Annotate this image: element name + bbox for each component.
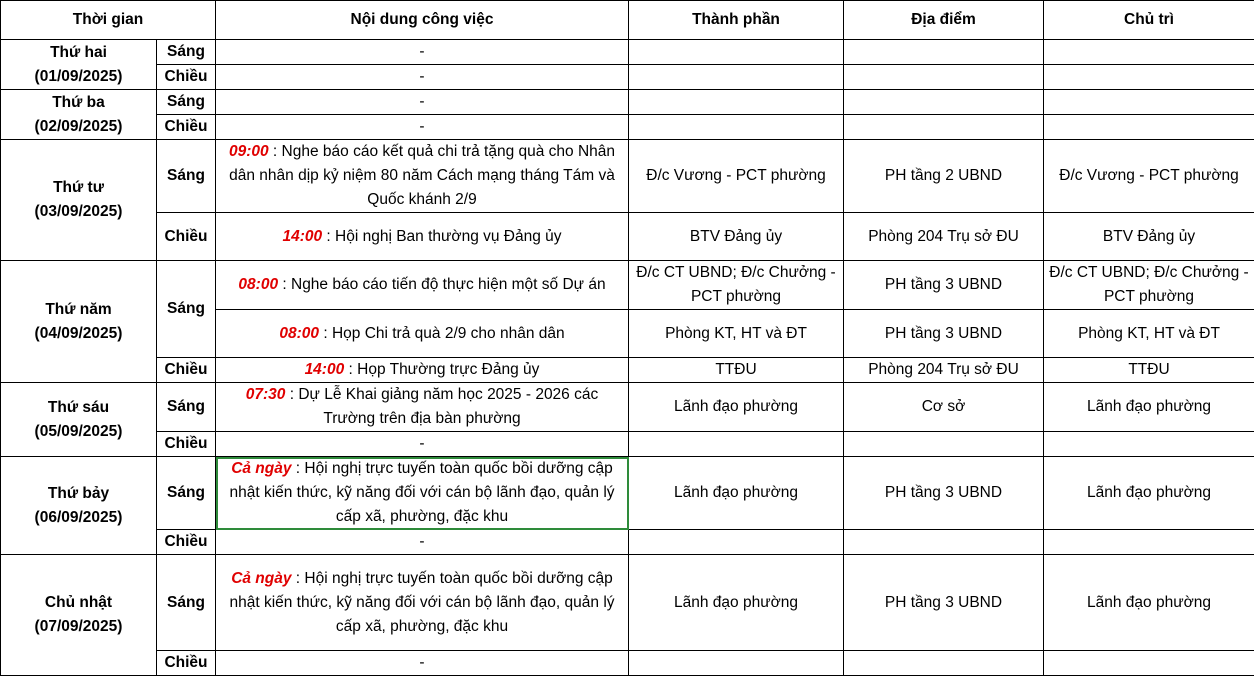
day-date: (01/09/2025) bbox=[5, 65, 152, 89]
participants-cell[interactable] bbox=[629, 651, 844, 676]
content-text: : Nghe báo cáo kết quả chi trả tặng quà cho Nhân dân nhân dịp kỷ niệm 80 năm Cách mạng tháng Tám và Quốc khánh 2/9 bbox=[229, 143, 615, 208]
header-participants[interactable]: Thành phần bbox=[629, 1, 844, 40]
location-cell[interactable]: Phòng 204 Trụ sở ĐU bbox=[844, 213, 1044, 261]
content-text: - bbox=[419, 68, 424, 85]
content-text: - bbox=[419, 93, 424, 110]
content-text: - bbox=[419, 533, 424, 550]
location-cell[interactable] bbox=[844, 40, 1044, 65]
day-date: (07/09/2025) bbox=[5, 615, 152, 639]
content-cell[interactable] bbox=[216, 383, 629, 432]
content-cell[interactable] bbox=[216, 555, 629, 651]
day-name: Chủ nhật bbox=[5, 591, 152, 615]
content-cell[interactable] bbox=[216, 530, 629, 555]
session-cell[interactable]: Chiều bbox=[157, 530, 216, 555]
content-cell[interactable] bbox=[216, 358, 629, 383]
content-cell[interactable] bbox=[216, 261, 629, 310]
content-text: - bbox=[419, 118, 424, 135]
chair-cell[interactable]: TTĐU bbox=[1044, 358, 1254, 383]
time-label: Cả ngày bbox=[231, 570, 291, 587]
location-cell[interactable] bbox=[844, 90, 1044, 115]
session-cell[interactable]: Chiều bbox=[157, 213, 216, 261]
day-name: Thứ ba bbox=[5, 91, 152, 115]
location-cell[interactable] bbox=[844, 115, 1044, 140]
content-text: - bbox=[419, 654, 424, 671]
schedule-row bbox=[1, 40, 1254, 65]
day-cell[interactable] bbox=[1, 383, 157, 457]
location-cell[interactable] bbox=[844, 65, 1044, 90]
content-cell[interactable] bbox=[216, 90, 629, 115]
day-date: (04/09/2025) bbox=[5, 322, 152, 346]
location-cell[interactable]: Cơ sở bbox=[844, 383, 1044, 432]
chair-cell[interactable]: BTV Đảng ủy bbox=[1044, 213, 1254, 261]
participants-cell[interactable] bbox=[629, 432, 844, 457]
time-label: 09:00 bbox=[229, 143, 269, 160]
schedule-row bbox=[1, 555, 1254, 651]
content-cell[interactable] bbox=[216, 213, 629, 261]
content-text: - bbox=[419, 43, 424, 60]
content-text: : Họp Chi trả quà 2/9 cho nhân dân bbox=[319, 325, 565, 342]
chair-cell[interactable] bbox=[1044, 65, 1254, 90]
session-cell[interactable]: Sáng bbox=[157, 457, 216, 530]
session-cell[interactable]: Sáng bbox=[157, 40, 216, 65]
content-text: : Hội nghị trực tuyến toàn quốc bồi dưỡng cập nhật kiến thức, kỹ năng đối với cán bộ lãnh đạo, quản lý cấp xã, phường, đặc khu bbox=[229, 570, 614, 635]
schedule-body bbox=[1, 40, 1254, 676]
participants-cell[interactable]: Phòng KT, HT và ĐT bbox=[629, 310, 844, 358]
chair-cell[interactable]: Đ/c CT UBND; Đ/c Chưởng - PCT phường bbox=[1044, 261, 1254, 310]
location-cell[interactable] bbox=[844, 432, 1044, 457]
participants-cell[interactable]: Đ/c CT UBND; Đ/c Chưởng - PCT phường bbox=[629, 261, 844, 310]
day-cell[interactable] bbox=[1, 457, 157, 555]
content-cell[interactable] bbox=[216, 457, 629, 530]
schedule-row bbox=[1, 530, 1254, 555]
day-name: Thứ hai bbox=[5, 41, 152, 65]
schedule-row bbox=[1, 383, 1254, 432]
content-text: : Họp Thường trực Đảng ủy bbox=[344, 361, 539, 378]
chair-cell[interactable]: Lãnh đạo phường bbox=[1044, 457, 1254, 530]
time-label: 07:30 bbox=[246, 386, 286, 403]
day-date: (05/09/2025) bbox=[5, 420, 152, 444]
chair-cell[interactable] bbox=[1044, 651, 1254, 676]
location-cell[interactable] bbox=[844, 530, 1044, 555]
session-cell[interactable]: Sáng bbox=[157, 140, 216, 213]
content-cell[interactable] bbox=[216, 310, 629, 358]
participants-cell[interactable] bbox=[629, 65, 844, 90]
participants-cell[interactable]: Lãnh đạo phường bbox=[629, 457, 844, 530]
day-cell[interactable] bbox=[1, 40, 157, 90]
schedule-row bbox=[1, 65, 1254, 90]
day-name: Thứ bảy bbox=[5, 482, 152, 506]
day-cell[interactable] bbox=[1, 555, 157, 676]
chair-cell[interactable] bbox=[1044, 90, 1254, 115]
time-label: 08:00 bbox=[238, 276, 278, 293]
content-text: - bbox=[419, 435, 424, 452]
day-cell[interactable] bbox=[1, 90, 157, 140]
session-cell[interactable]: Sáng bbox=[157, 383, 216, 432]
chair-cell[interactable]: Đ/c Vương - PCT phường bbox=[1044, 140, 1254, 213]
chair-cell[interactable] bbox=[1044, 530, 1254, 555]
session-cell[interactable]: Sáng bbox=[157, 261, 216, 358]
day-name: Thứ năm bbox=[5, 298, 152, 322]
location-cell[interactable] bbox=[844, 651, 1044, 676]
content-text: : Hội nghị Ban thường vụ Đảng ủy bbox=[322, 228, 561, 245]
participants-cell[interactable]: BTV Đảng ủy bbox=[629, 213, 844, 261]
content-text: : Hội nghị trực tuyến toàn quốc bồi dưỡng cập nhật kiến thức, kỹ năng đối với cán bộ lãnh đạo, quản lý cấp xã, phường, đặc khu bbox=[229, 460, 614, 525]
location-cell[interactable]: PH tầng 3 UBND bbox=[844, 555, 1044, 651]
chair-cell[interactable] bbox=[1044, 432, 1254, 457]
schedule-row bbox=[1, 140, 1254, 213]
schedule-row bbox=[1, 457, 1254, 530]
day-date: (06/09/2025) bbox=[5, 506, 152, 530]
session-cell[interactable]: Chiều bbox=[157, 432, 216, 457]
chair-cell[interactable]: Lãnh đạo phường bbox=[1044, 555, 1254, 651]
chair-cell[interactable]: Phòng KT, HT và ĐT bbox=[1044, 310, 1254, 358]
participants-cell[interactable]: Lãnh đạo phường bbox=[629, 383, 844, 432]
participants-cell[interactable] bbox=[629, 115, 844, 140]
schedule-row bbox=[1, 90, 1254, 115]
day-date: (03/09/2025) bbox=[5, 200, 152, 224]
participants-cell[interactable]: Đ/c Vương - PCT phường bbox=[629, 140, 844, 213]
session-cell[interactable]: Chiều bbox=[157, 115, 216, 140]
location-cell[interactable]: PH tầng 3 UBND bbox=[844, 261, 1044, 310]
schedule-row bbox=[1, 115, 1254, 140]
day-name: Thứ sáu bbox=[5, 396, 152, 420]
day-name: Thứ tư bbox=[5, 176, 152, 200]
content-text: : Dự Lễ Khai giảng năm học 2025 - 2026 các Trường trên địa bàn phường bbox=[285, 386, 598, 427]
content-cell[interactable] bbox=[216, 115, 629, 140]
header-content[interactable]: Nội dung công việc bbox=[216, 1, 629, 40]
session-cell[interactable]: Sáng bbox=[157, 555, 216, 651]
content-cell[interactable] bbox=[216, 651, 629, 676]
schedule-row bbox=[1, 213, 1254, 261]
participants-cell[interactable] bbox=[629, 40, 844, 65]
time-label: 08:00 bbox=[279, 325, 319, 342]
session-cell[interactable]: Chiều bbox=[157, 65, 216, 90]
content-cell[interactable] bbox=[216, 40, 629, 65]
day-cell[interactable] bbox=[1, 140, 157, 261]
time-label: 14:00 bbox=[282, 228, 322, 245]
participants-cell[interactable] bbox=[629, 90, 844, 115]
header-time[interactable]: Thời gian bbox=[1, 1, 216, 40]
time-label: 14:00 bbox=[305, 361, 345, 378]
content-text: : Nghe báo cáo tiến độ thực hiện một số Dự án bbox=[278, 276, 606, 293]
participants-cell[interactable] bbox=[629, 530, 844, 555]
session-cell[interactable]: Chiều bbox=[157, 358, 216, 383]
session-cell[interactable]: Sáng bbox=[157, 90, 216, 115]
content-cell[interactable] bbox=[216, 65, 629, 90]
schedule-row bbox=[1, 261, 1254, 310]
chair-cell[interactable]: Lãnh đạo phường bbox=[1044, 383, 1254, 432]
location-cell[interactable]: Phòng 204 Trụ sở ĐU bbox=[844, 358, 1044, 383]
participants-cell[interactable]: Lãnh đạo phường bbox=[629, 555, 844, 651]
content-cell[interactable] bbox=[216, 432, 629, 457]
location-cell[interactable]: PH tầng 2 UBND bbox=[844, 140, 1044, 213]
location-cell[interactable]: PH tầng 3 UBND bbox=[844, 310, 1044, 358]
content-cell[interactable] bbox=[216, 140, 629, 213]
participants-cell[interactable]: TTĐU bbox=[629, 358, 844, 383]
session-cell[interactable]: Chiều bbox=[157, 651, 216, 676]
time-label: Cả ngày bbox=[231, 460, 291, 477]
chair-cell[interactable] bbox=[1044, 115, 1254, 140]
location-cell[interactable]: PH tầng 3 UBND bbox=[844, 457, 1044, 530]
day-cell[interactable] bbox=[1, 261, 157, 383]
schedule-row bbox=[1, 651, 1254, 676]
header-location[interactable]: Địa điểm bbox=[844, 1, 1044, 40]
chair-cell[interactable] bbox=[1044, 40, 1254, 65]
schedule-row bbox=[1, 358, 1254, 383]
day-date: (02/09/2025) bbox=[5, 115, 152, 139]
schedule-row bbox=[1, 432, 1254, 457]
header-row bbox=[1, 1, 1254, 40]
header-chair[interactable]: Chủ trì bbox=[1044, 1, 1254, 40]
